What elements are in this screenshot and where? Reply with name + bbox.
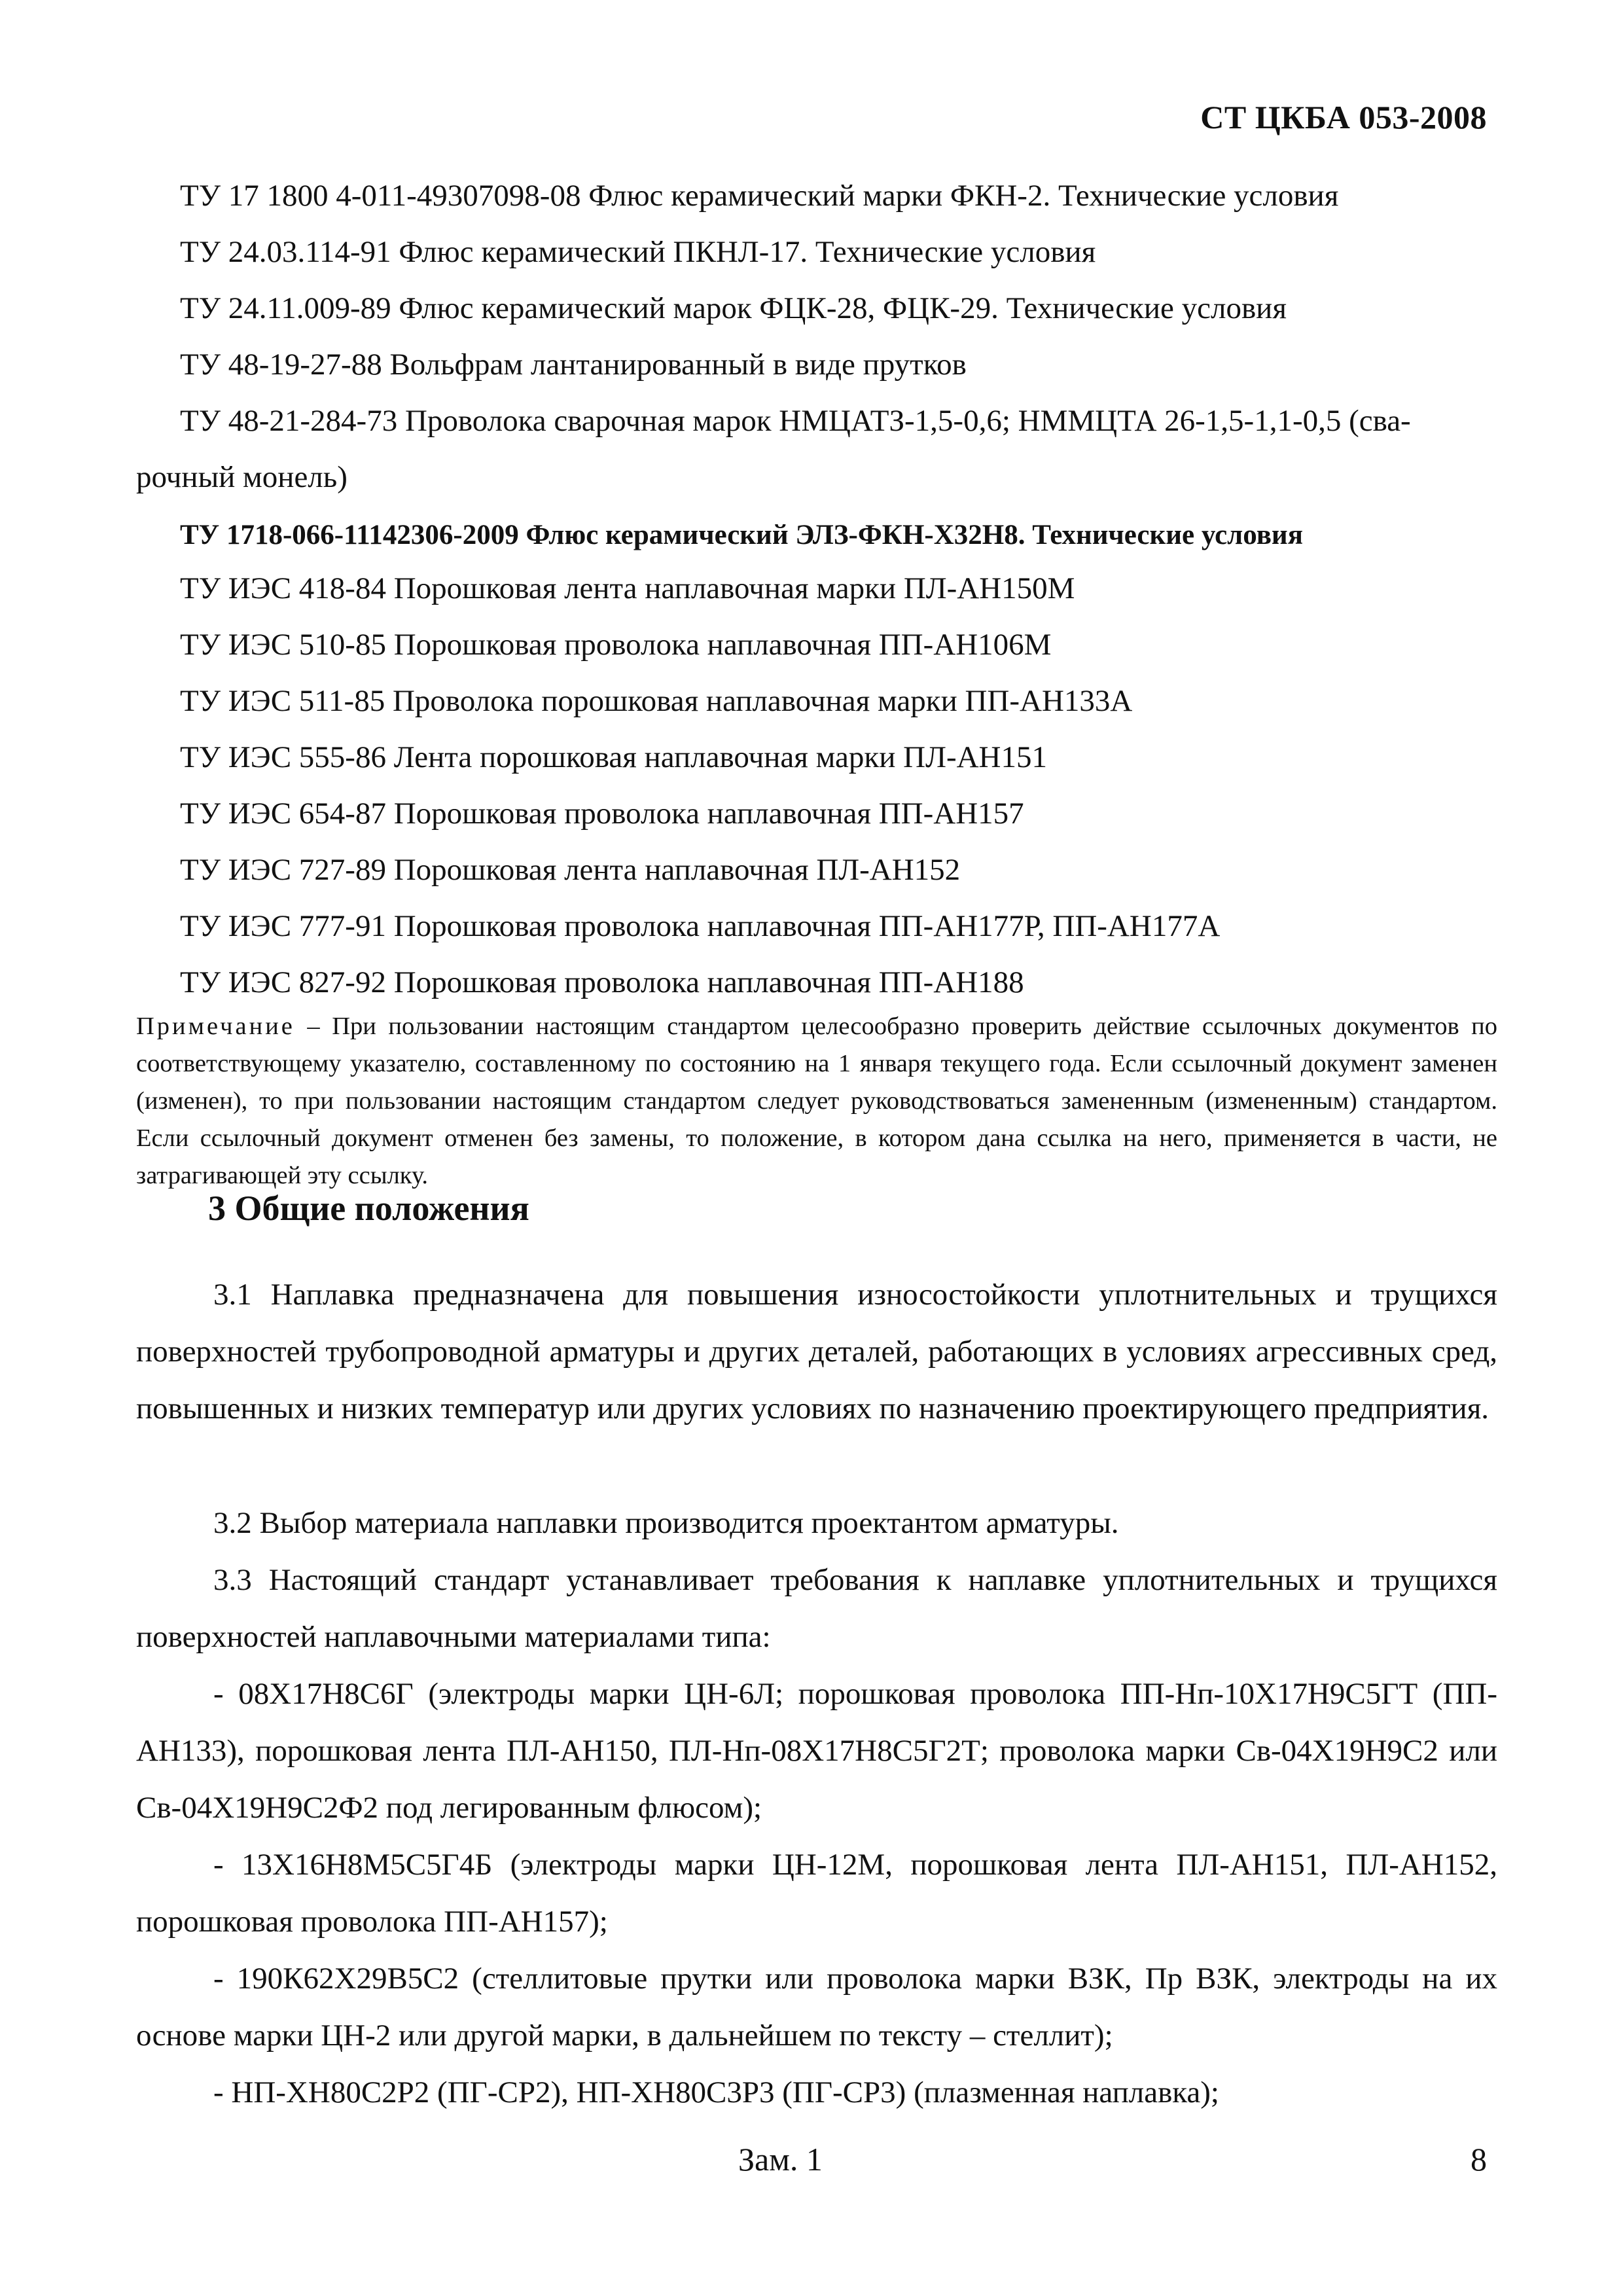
reference-line: ТУ 17 1800 4-011-49307098-08 Флюс керамический марки ФКН-2. Технические условия bbox=[180, 179, 1339, 213]
list-item-material-type: - НП-ХН80С2Р2 (ПГ-СР2), НП-ХН80С3Р3 (ПГ-СР3) (плазменная наплавка); bbox=[213, 2075, 1219, 2109]
list-item-material-type: - 190К62Х29В5С2 (стеллитовые прутки или проволока марки ВЗК, Пр ВЗК, электроды на их основе марки ЦН-2 или другой марки, в дальнейшем по тексту – стеллит); bbox=[136, 1962, 1497, 2053]
paragraph-3-1: 3.1 Наплавка предназначена для повышения износостойкости уплотнительных и трущихся поверхностей трубопроводной арматуры и других деталей, работающих в условиях агрессивных сред, повышенных и низких температур или других условиях по назначению проектирующего предприятия. bbox=[136, 1278, 1497, 1426]
reference-line: ТУ ИЭС 777-91 Порошковая проволока наплавочная ПП-АН177Р, ПП-АН177А bbox=[180, 909, 1221, 943]
document-code: СТ ЦКБА 053-2008 bbox=[1200, 99, 1487, 135]
reference-line: ТУ 24.03.114-91 Флюс керамический ПКНЛ-17. Технические условия bbox=[180, 235, 1096, 269]
change-marker: Зам. 1 bbox=[738, 2141, 823, 2178]
paragraph-3-3: 3.3 Настоящий стандарт устанавливает требования к наплавке уплотнительных и трущихся поверхностей наплавочными материалами типа: bbox=[136, 1563, 1497, 1654]
reference-line: ТУ ИЭС 510-85 Порошковая проволока наплавочная ПП-АН106М bbox=[180, 628, 1052, 662]
section-heading: 3 Общие положения bbox=[208, 1189, 529, 1228]
list-item-material-type: - 08Х17Н8С6Г (электроды марки ЦН-6Л; порошковая проволока ПП-Нп-10Х17Н9С5ГТ (ПП-АН133), порошковая лента ПЛ-АН150, ПЛ-Нп-08Х17Н8С5Г2Т; проволока марки Св-04Х19Н9С2 или Св-04Х19Н9С2Ф2 под легированным флюсом); bbox=[136, 1677, 1497, 1825]
page-number: 8 bbox=[1471, 2141, 1487, 2178]
reference-line: ТУ ИЭС 418-84 Порошковая лента наплавочная марки ПЛ-АН150М bbox=[180, 571, 1075, 605]
paragraph-3-2: 3.2 Выбор материала наплавки производится проектантом арматуры. bbox=[213, 1506, 1119, 1540]
reference-line: ТУ ИЭС 654-87 Порошковая проволока наплавочная ПП-АН157 bbox=[180, 797, 1024, 831]
reference-line: ТУ ИЭС 555-86 Лента порошковая наплавочная марки ПЛ-АН151 bbox=[180, 740, 1047, 774]
reference-line: ТУ ИЭС 511-85 Проволока порошковая наплавочная марки ПП-АН133А bbox=[180, 684, 1133, 718]
reference-line: ТУ ИЭС 727-89 Порошковая лента наплавочная ПЛ-АН152 bbox=[180, 853, 961, 887]
reference-note bbox=[136, 1008, 1497, 1194]
reference-line: ТУ 24.11.009-89 Флюс керамический марок ФЦК-28, ФЦК-29. Технические условия bbox=[180, 291, 1287, 325]
reference-line: ТУ ИЭС 827-92 Порошковая проволока наплавочная ПП-АН188 bbox=[180, 965, 1024, 999]
note-text: – При пользовании настоящим стандартом целесообразно проверить действие ссылочных документов по соответствующему указателю, составленному по состоянию на 1 января текущего года. Если ссылочный документ заменен (изменен), то при пользовании настоящим стандартом следует руководствоваться замененным (измененным) стандартом. Если ссылочный документ отменен без замены, то положение, в котором дана ссылка на него, применяется в части, не затрагивающей эту ссылку. bbox=[136, 1013, 1497, 1189]
reference-line-highlighted: ТУ 1718-066-11142306-2009 Флюс керамический ЭЛЗ-ФКН-Х32Н8. Технические условия bbox=[180, 520, 1303, 550]
reference-line: ТУ 48-19-27-88 Вольфрам лантанированный в виде прутков bbox=[180, 348, 967, 382]
reference-line: ТУ 48-21-284-73 Проволока сварочная марок НМЦАТЗ-1,5-0,6; НММЦТА 26-1,5-1,1-0,5 (сва- bbox=[180, 404, 1411, 438]
reference-line-continuation: рочный монель) bbox=[136, 460, 348, 494]
list-item-material-type: - 13Х16Н8М5С5Г4Б (электроды марки ЦН-12М, порошковая лента ПЛ-АН151, ПЛ-АН152, порошковая проволока ПП-АН157); bbox=[136, 1848, 1497, 1939]
note-label: Примечание bbox=[136, 1013, 295, 1040]
